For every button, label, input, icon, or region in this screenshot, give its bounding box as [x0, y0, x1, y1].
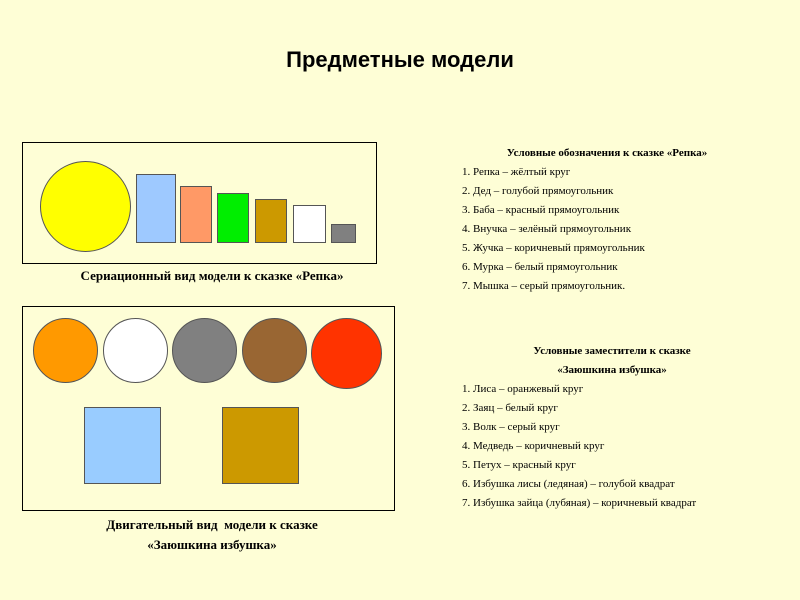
- list-item: 2. Заяц – белый круг: [462, 402, 558, 414]
- list-item: 7. Мышка – серый прямоугольник.: [462, 280, 626, 292]
- list-item: 4. Внучка – зелёный прямоугольник: [462, 223, 632, 235]
- list-item: 1. Репка – жёлтый круг: [462, 166, 571, 178]
- list-item: 5. Жучка – коричневый прямоугольник: [462, 242, 645, 254]
- dark-yellow-square: [222, 407, 299, 484]
- zayushkina-legend-heading-line1: Условные заместители к сказке: [533, 345, 691, 357]
- list-item: 4. Медведь – коричневый круг: [462, 440, 605, 452]
- zayushkina-legend-list: [462, 380, 782, 513]
- gray-rectangle: [331, 224, 356, 243]
- repka-legend-heading: Условные обозначения к сказке «Репка»: [506, 147, 708, 159]
- zayushkina-legend-heading-line2: «Заюшкина избушка»: [557, 364, 667, 376]
- list-item: 5. Петух – красный круг: [462, 459, 576, 471]
- list-item: 6. Избушка лисы (ледяная) – голубой квадрат: [462, 478, 675, 490]
- repka-legend: [462, 144, 762, 296]
- page-title: Предметные модели: [286, 47, 514, 72]
- salmon-rectangle: [180, 186, 212, 243]
- zayushkina-model-caption: [22, 515, 402, 555]
- zayushkina-model-frame: [22, 306, 395, 511]
- list-item: 1. Лиса – оранжевый круг: [462, 383, 584, 395]
- zayushkina-caption-line1: Двигательный вид модели к сказке: [106, 517, 318, 532]
- brown-circle: [242, 318, 307, 383]
- list-item: 3. Волк – серый круг: [462, 421, 560, 433]
- repka-model-frame: [22, 142, 377, 264]
- list-item: 2. Дед – голубой прямоугольник: [462, 185, 614, 197]
- zayushkina-caption-line2: «Заюшкина избушка»: [147, 537, 277, 552]
- repka-legend-list: [462, 163, 762, 296]
- white-circle: [103, 318, 168, 383]
- gray-circle: [172, 318, 237, 383]
- list-item: 7. Избушка зайца (лубяная) – коричневый квадрат: [462, 497, 697, 509]
- blue-rectangle: [136, 174, 176, 243]
- white-rectangle: [293, 205, 326, 243]
- yellow-circle: [40, 161, 131, 252]
- repka-model-caption: Сериационный вид модели к сказке «Репка»: [80, 268, 344, 283]
- red-circle: [311, 318, 382, 389]
- zayushkina-legend: [462, 342, 782, 513]
- list-item: 3. Баба – красный прямоугольник: [462, 204, 620, 216]
- green-rectangle: [217, 193, 249, 243]
- light-blue-square: [84, 407, 161, 484]
- brown-rectangle: [255, 199, 287, 243]
- orange-circle: [33, 318, 98, 383]
- list-item: 6. Мурка – белый прямоугольник: [462, 261, 618, 273]
